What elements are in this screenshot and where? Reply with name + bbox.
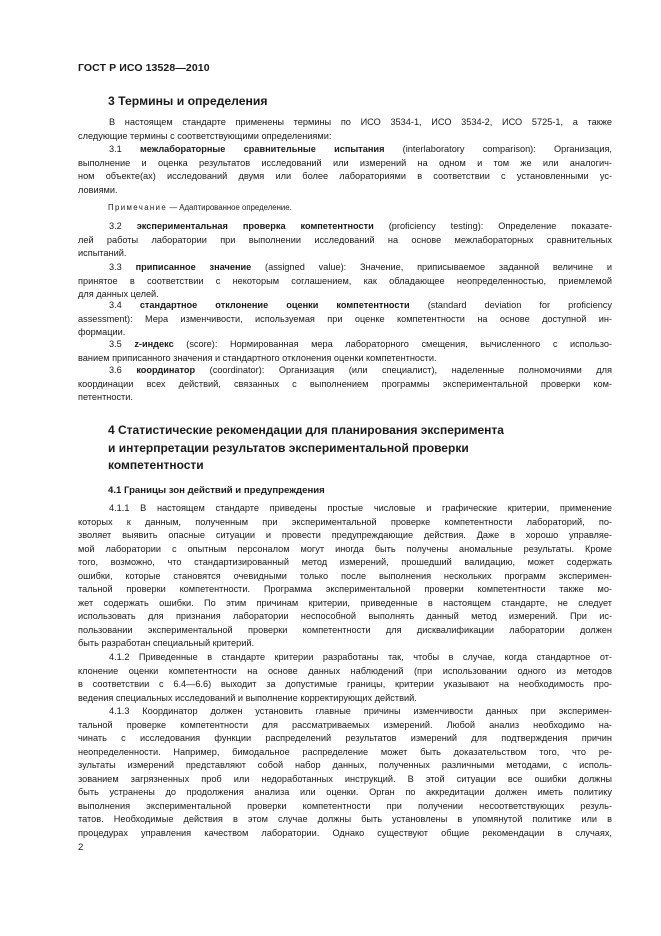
term-first-line: 3.3 приписанное значение (assigned value): Значение, приписываемое заданной величине и [109,262,612,272]
note-label: Примечание [108,203,168,212]
term-3-1 [78,143,612,197]
term-name: приписанное значение [135,262,252,272]
term-3-6 [78,364,612,405]
text-line: в соответствии с 6.4—6.6) выходит за допустимые границы, критерии указывают на необходимость про- [78,679,612,689]
text-line: выполнения экспериментальной проверки компетентности при получении несоответствующих резуль- [78,800,612,811]
term-3-3 [78,261,612,302]
text-line: лей работы лаборатории при выполнении исследований на основе межлабораторных сравнительных [78,234,612,245]
text-line: выполнение и оценка результатов исследований или измерений на одном и том же или аналогич- [78,157,612,168]
page-number: 2 [78,842,84,853]
note [108,203,292,212]
text-line: В настоящем стандарте применены термины по ИСО 3534-1, ИСО 3534-2, ИСО 5725-1, а также [109,117,612,127]
title-line: и интерпретации результатов экспериментальной проверки [108,440,469,455]
text-line: быть устранены до продолжения анализа или оценки. Орган по аккредитации должен иметь политику [78,787,612,797]
text-line: 4.1.2 Приведенные в стандарте критерии разработаны так, чтобы в случае, когда стандартное от- [109,652,612,662]
text-line: принятое в соответствии с некоторым соглашением, как обладающее неопределенностью, приемлемой [78,275,612,286]
section-3-title: 3 Термины и определения [108,94,268,108]
text-line: быть разработан специальный критерий. [78,638,255,648]
title-line: компетентности [108,458,204,472]
subsection-4-1-title: 4.1 Границы зон действий и предупреждения [108,485,325,496]
term-first-line: 3.6 координатор (coordinator): Организация (или специалист), наделенные полномочиями для [109,365,612,375]
text-line: ведения специальных исследований и выполнение корректирующих действий. [78,692,417,703]
term-name: межлабораторные сравнительные испытания [140,144,385,154]
term-name: экспериментальная проверка компетентности [136,221,374,231]
text-line: тальной проверки компетентности. Программа экспериментальной проверки компетентности также мо- [78,584,612,594]
text-line: ном объекте(ах) исследований двумя или более лабораториями в соответствии с установленными ус- [78,171,612,181]
text-line: ванием приписанного значения и стандартного отклонения оценки компетентности. [78,352,437,363]
term-3-4 [78,299,612,340]
term-3-2 [78,220,612,261]
text-line: 4.1.3 Координатор должен установить главные причины изменчивости данных при эксперимен- [109,706,612,716]
text-line: для данных целей. [78,289,159,299]
text-line: которых к данным, полученным при экспериментальной проверке компетентности лабораторий, по- [78,516,612,527]
term-name: координатор [136,365,196,375]
standard-code-header: ГОСТ Р ИСО 13528—2010 [78,62,210,74]
text-line: использовать для признания лаборатории неспособной выполнять данный метод измерений. При ис- [78,611,612,621]
term-3-5 [78,338,612,365]
text-line: assessment): Мера изменчивости, используемая при оценке компетентности на основе доступной ин- [78,313,612,324]
title-line: 4 Статистические рекомендации для планирования эксперимента [108,423,504,437]
text-line: тальной проверке компетентности для рассматриваемых измерений. Любой анализ необходимо на- [78,719,612,730]
text-line: пользовании экспериментальной проверки компетентности для дисквалификации лаборатории должен [78,624,612,635]
section-3-intro [78,116,612,143]
text-line: чинать с исследования функции распределений результатов измерений для подтверждения причин [78,733,612,743]
paragraph-4-1-2 [78,651,612,705]
term-name: стандартное отклонение оценки компетентности [139,300,410,310]
paragraph-4-1-3 [78,705,612,840]
text-line: того, возможно, что стандартизированный метод измерений, прошедший валидацию, может содержать [78,557,612,567]
term-first-line: 3.1 межлабораторные сравнительные испытания (interlaboratory comparison): Организация, [109,144,612,154]
text-line: ловиями. [78,184,118,195]
section-4-title [108,422,568,475]
term-name: z-индекс [134,339,174,349]
text-line: процедурах управления качеством лаборатории. Однако существуют общие рекомендации в случаях, [78,827,612,838]
text-line: зволяет выявить опасные ситуации и провести предупреждающие действия. Даже в хорошо управляе- [78,530,612,540]
text-line: зованием загрязненных проб или недоработанных инструкций. В этой ситуации все ошибки должны [78,773,612,784]
text-line: зультаты измерений представляют собой набор данных, полученных различными методами, с исполь- [78,760,612,770]
text-line: 4.1.1 В настоящем стандарте приведены простые числовые и графические критерии, применение [109,503,612,513]
term-first-line: 3.2 экспериментальная проверка компетентности (proficiency testing): Определение показате- [109,221,612,231]
text-line: ошибки, которые становятся очевидными только после выполнения нескольких программ эксперимен- [78,570,612,581]
text-line: следующие термины с соответствующими определениями: [78,130,332,141]
text-line: жет содержать ошибки. По этим причинам критерии, приведенные в настоящем стандарте, не следует [78,597,612,608]
text-line: неопределенности. Например, бимодальное распределение может быть доказательством того, что ре- [78,746,612,757]
term-first-line: 3.4 стандартное отклонение оценки компетентности (standard deviation for proficiency [109,300,612,310]
text-line: петентности. [78,392,133,402]
text-line: татов. Необходимые действия в этом случае должны быть установлены в упомянутой политике или в [78,814,612,824]
text-line: мой лаборатории с опытным персоналом могут иногда быть получены аномальные результаты. Кроме [78,543,612,554]
note-text: — Адаптированное определение. [169,203,292,212]
text-line: координации всех действий, связанных с выполнением программы экспериментальной проверки ком- [78,378,612,389]
text-line: испытаний. [78,248,127,258]
paragraph-4-1-1 [78,502,612,651]
term-first-line: 3.5 z-индекс (score): Нормированная мера лабораторного смещения, вычисленного с использо- [109,339,612,349]
text-line: формации. [78,327,126,337]
text-line: клонение оценки компетентности на основе данных наблюдений (при использовании одного из методов [78,665,612,676]
